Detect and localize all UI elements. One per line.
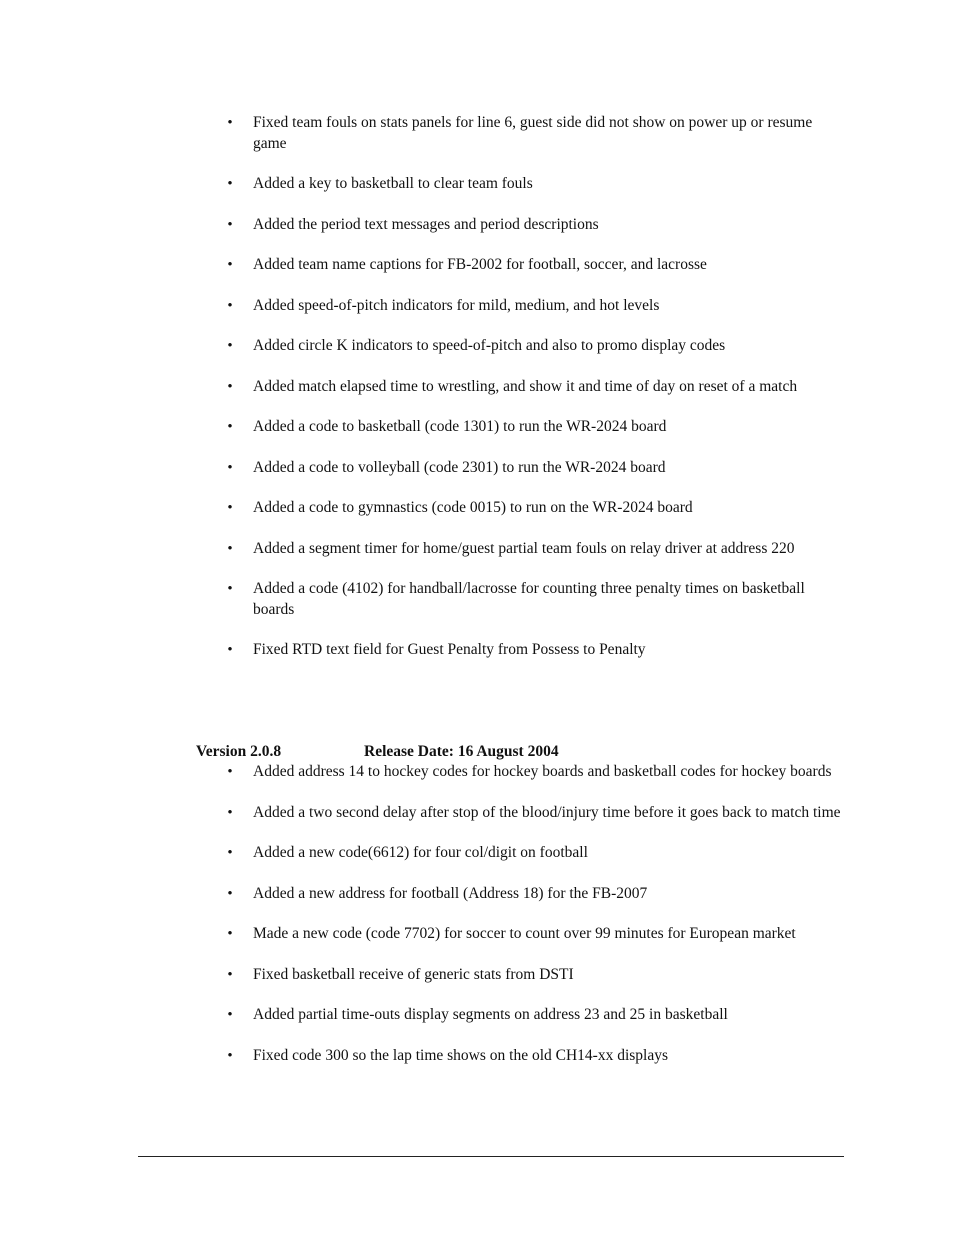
- list-item-text: Added address 14 to hockey codes for hockey boards and basketball codes for hockey boards: [253, 763, 832, 780]
- bullet-icon: •: [227, 257, 233, 273]
- list-item-text: Added a key to basketball to clear team fouls: [253, 175, 533, 192]
- bullet-icon: •: [227, 764, 233, 780]
- list-item-text: Added a two second delay after stop of the blood/injury time before it goes back to match time: [253, 803, 841, 821]
- bullet-icon: •: [227, 540, 233, 557]
- bullet-icon: •: [227, 966, 233, 983]
- list-item: [0, 113, 954, 154]
- list-item: [0, 1005, 954, 1026]
- list-item-text: Made a new code (code 7702) for soccer to count over 99 minutes for European market: [253, 925, 796, 942]
- list-item-text: Added partial time-outs display segments on address 23 and 25 in basketball: [253, 1006, 728, 1023]
- bullet-icon: •: [227, 419, 233, 435]
- bullet-icon: •: [227, 297, 233, 314]
- list-item-text: Fixed code 300 so the lap time shows on the old CH14-xx displays: [253, 1046, 669, 1064]
- version-number: Version 2.0.8: [196, 743, 282, 760]
- list-item: [0, 417, 954, 438]
- list-item-text: Added circle K indicators to speed-of-pitch and also to promo display codes: [253, 337, 726, 354]
- changelog-list-previous: [0, 113, 954, 681]
- list-item: [0, 498, 954, 519]
- list-item-text: Fixed RTD text field for Guest Penalty from Possess to Penalty: [253, 641, 646, 658]
- list-item-text: Added a code (4102) for handball/lacrosse for counting three penalty times on basketball boards: [253, 580, 805, 618]
- list-item: [0, 1046, 954, 1067]
- bullet-icon: •: [227, 115, 233, 131]
- list-item-text: Added the period text messages and period descriptions: [253, 215, 599, 233]
- list-item: [0, 803, 954, 824]
- list-item-text: Added a code to volleyball (code 2301) to run the WR-2024 board: [253, 458, 666, 476]
- list-item-text: Added a code to basketball (code 1301) to run the WR-2024 board: [253, 418, 667, 435]
- list-item-text: Added match elapsed time to wrestling, and show it and time of day on reset of a match: [253, 377, 798, 395]
- bullet-icon: •: [227, 378, 233, 395]
- bullet-icon: •: [227, 338, 233, 354]
- list-item: [0, 640, 954, 661]
- bullet-icon: •: [227, 500, 233, 516]
- bullet-icon: •: [227, 804, 233, 821]
- list-item: [0, 965, 954, 986]
- bullet-icon: •: [227, 642, 233, 658]
- list-item-text: Added team name captions for FB-2002 for football, soccer, and lacrosse: [253, 256, 707, 273]
- bullet-icon: •: [227, 459, 233, 476]
- bullet-icon: •: [227, 581, 233, 597]
- list-item: [0, 336, 954, 357]
- bullet-icon: •: [227, 845, 233, 861]
- version-heading: [196, 742, 796, 762]
- bullet-icon: •: [227, 1007, 233, 1023]
- list-item: [0, 296, 954, 317]
- list-item: [0, 215, 954, 236]
- list-item-text: Added speed-of-pitch indicators for mild, medium, and hot levels: [253, 296, 660, 314]
- release-date: Release Date: 16 August 2004: [364, 743, 559, 760]
- list-item: [0, 762, 954, 783]
- list-item: [0, 579, 954, 620]
- footer-divider: [138, 1156, 844, 1157]
- bullet-icon: •: [227, 926, 233, 942]
- changelog-list-v208: [0, 762, 954, 1086]
- list-item: [0, 377, 954, 398]
- list-item-text: Fixed team fouls on stats panels for line 6, guest side did not show on power up or resume game: [253, 114, 813, 152]
- list-item: [0, 255, 954, 276]
- list-item-text: Added a new address for football (Address 18) for the FB-2007: [253, 884, 648, 902]
- bullet-icon: •: [227, 1047, 233, 1064]
- list-item-text: Added a code to gymnastics (code 0015) to run on the WR-2024 board: [253, 499, 693, 516]
- list-item-text: Added a segment timer for home/guest partial team fouls on relay driver at address 220: [253, 539, 795, 557]
- list-item: [0, 458, 954, 479]
- list-item: [0, 174, 954, 195]
- list-item: [0, 924, 954, 945]
- bullet-icon: •: [227, 216, 233, 233]
- list-item-text: Added a new code(6612) for four col/digit on football: [253, 844, 588, 861]
- bullet-icon: •: [227, 885, 233, 902]
- bullet-icon: •: [227, 176, 233, 192]
- list-item-text: Fixed basketball receive of generic stats from DSTI: [253, 965, 574, 983]
- list-item: [0, 539, 954, 560]
- list-item: [0, 843, 954, 864]
- list-item: [0, 884, 954, 905]
